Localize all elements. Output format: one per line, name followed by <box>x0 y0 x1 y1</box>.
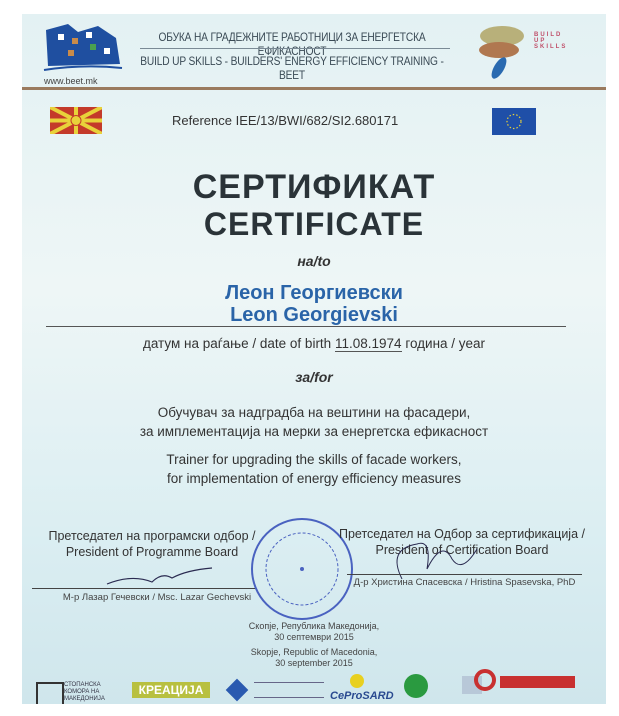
qualification-en-2: for implementation of energy efficiency measures <box>167 471 461 486</box>
header-title-en: BUILD UP SKILLS - BUILDERS' ENERGY EFFICIENCY TRAINING - BEET <box>140 54 444 82</box>
to-label: на/to <box>297 253 331 269</box>
left-signature-icon <box>102 564 222 590</box>
title-en: CERTIFICATE <box>203 206 425 242</box>
recipient-name-mk: Леон Георгиевски <box>225 282 403 304</box>
certificate <box>22 14 606 704</box>
birth-date: 11.08.1974 <box>334 336 402 351</box>
feit-logo-icon <box>226 679 249 702</box>
agency-logo-banner <box>500 676 575 688</box>
birth-suffix: година / year <box>405 336 486 351</box>
website: www.beet.mk <box>44 76 98 86</box>
place-en: Skopje, Republic of Macedonia, <box>250 647 378 657</box>
qualification-mk-2: за имплементација на мерки за енергетска ефикасност <box>139 424 489 439</box>
date-en: 30 september 2015 <box>275 658 353 668</box>
place-mk: Скопје, Република Македонија, <box>248 621 380 631</box>
right-signatory-title-en: President of Certification Board <box>375 543 549 557</box>
left-signatory-title-en: President of Programme Board <box>65 545 239 559</box>
birth-label: датум на раѓање / date of birth <box>142 336 332 351</box>
left-signatory-name: М-р Лазар Гечевски / Msc. Lazar Gechevski <box>62 592 252 603</box>
build-up-skills-logo-icon <box>477 22 537 80</box>
date-mk: 30 септември 2015 <box>274 632 354 642</box>
macedonia-flag-icon <box>50 107 102 134</box>
left-signatory-title-mk: Претседател на програмски одбор / <box>48 529 256 543</box>
header-title-mk: ОБУКА НА ГРАДЕЖНИТЕ РАБОТНИЦИ ЗА ЕНЕРГЕТСКА ЕФИКАСНОСТ <box>158 30 426 58</box>
header-divider <box>22 87 606 90</box>
right-signatory-name: Д-р Христина Спасевска / Hristina Spasevska, PhD <box>353 577 576 588</box>
recipient-name-en: Leon Georgievski <box>230 304 398 326</box>
build-up-skills-text: BUILD UP SKILLS <box>534 32 568 50</box>
title-mk: СЕРТИФИКАТ <box>192 168 436 206</box>
agency-logo-icon <box>474 669 496 691</box>
right-signatory-title-mk: Претседател на Одбор за сертификација / <box>339 527 585 541</box>
chamber-logo-text: СТОПАНСКА КОМОРА НА МАКЕДОНИЈА <box>64 682 105 702</box>
ceprosard-sun-icon <box>350 674 364 688</box>
qualification-mk-1: Обучувач за надградба на вештини на фасадери, <box>157 405 471 420</box>
for-label: за/for <box>295 369 333 385</box>
birth-line <box>22 334 606 353</box>
eu-flag-icon <box>492 108 536 135</box>
beet-logo-icon <box>38 20 128 76</box>
ceprosard-logo: CeProSARD <box>330 690 394 702</box>
qualification-en-1: Trainer for upgrading the skills of facade workers, <box>166 452 462 467</box>
reference-number: Reference IEE/13/BWI/682/SI2.680171 <box>172 113 399 128</box>
faculty-logo-icon <box>404 674 428 698</box>
kreacija-logo: КРЕАЦИЈА <box>132 682 210 698</box>
feit-text-icon <box>254 682 324 698</box>
chamber-logo-icon <box>36 682 64 704</box>
